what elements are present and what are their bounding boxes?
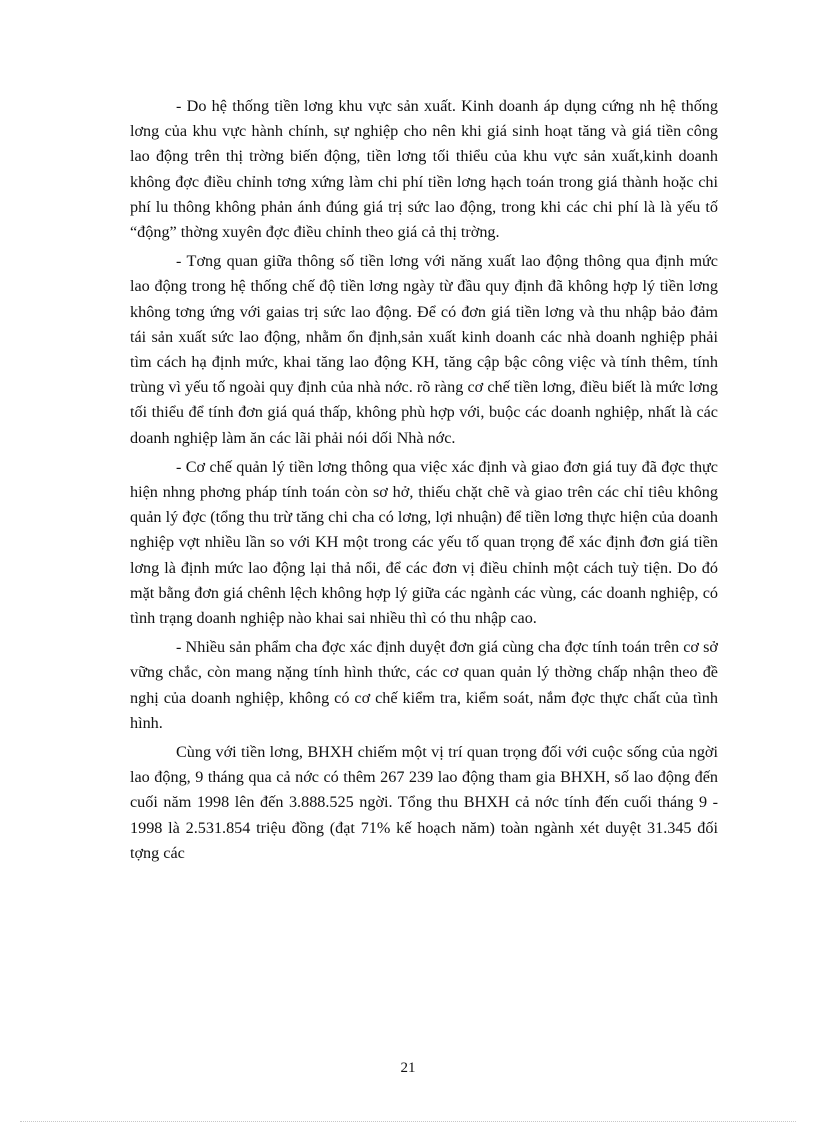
page-body: [130, 94, 718, 870]
paragraph: - Nhiều sản phẩm cha đợc xác định duyệt đơn giá cùng cha đợc tính toán trên cơ sở vững chắc, còn mang nặng tính hình thức, các cơ quan quản lý thờng chấp nhận theo đề nghị của doanh nghiệp, không có cơ chế kiểm tra, kiểm soát, nắm đợc thực chất của tình hình.: [130, 638, 718, 732]
page-number: 21: [400, 1060, 416, 1076]
paragraph: Cùng với tiền lơng, BHXH chiếm một vị trí quan trọng đối với cuộc sống của ngời lao động, 9 tháng qua cả nớc có thêm 267 239 lao động tham gia BHXH, số lao động đến cuối năm 1998 lên đến 3.888.525 ngời. Tổng thu BHXH cả nớc tính đến cuối tháng 9 - 1998 là 2.531.854 triệu đồng (đạt 71% kế hoạch năm) toàn ngành xét duyệt 31.345 đối tợng các: [130, 743, 718, 862]
page-bottom-divider: [20, 1121, 796, 1122]
paragraph: - Tơng quan giữa thông số tiền lơng với năng xuất lao động thông qua định mức lao động trong hệ thống chế độ tiền lơng ngày từ đầu quy định đã không hợp lý tiền lơng không tơng ứng với gaias trị sức lao động. Để có đơn giá tiền lơng và thu nhập bảo đảm tái sản xuất sức lao động, nhằm ổn định,sản xuất kinh doanh các nhà doanh nghiệp phải tìm cách hạ định mức, khai tăng lao động KH, tăng cập bậc công việc và tính thêm, tính trùng vì yếu tố ngoài quy định của nhà nớc. rõ ràng cơ chế tiền lơng, điều biết là mức lơng tối thiểu để tính đơn giá quá thấp, không phù hợp với, buộc các doanh nghiệp, nhất là các doanh nghiệp làm ăn các lãi phải nói dối Nhà nớc.: [130, 252, 718, 447]
paragraph: - Cơ chế quản lý tiền lơng thông qua việc xác định và giao đơn giá tuy đã đợc thực hiện nhng phơng pháp tính toán còn sơ hở, thiếu chặt chẽ và giao trên các chỉ tiêu không quản lý đợc (tổng thu trừ tăng chi cha có lơng, lợi nhuận) để tiền lơng thực hiện của doanh nghiệp vợt nhiều lần so với KH một trong các yếu tố quan trọng để xác định đơn giá tiền lơng là định mức lao động lại thả nổi, để các đơn vị điều chỉnh một cách tuỳ tiện. Do đó mặt bằng đơn giá chênh lệch không hợp lý giữa các ngành các vùng, các doanh nghiệp, có tình trạng doanh nghiệp nào khai sai nhiều thì có thu nhập cao.: [130, 457, 718, 628]
paragraph: - Do hệ thống tiền lơng khu vực sản xuất. Kinh doanh áp dụng cứng nh hệ thống lơng của khu vực hành chính, sự nghiệp cho nên khi giá sinh hoạt tăng và giá tiền công lao động trên thị trờng biến động, tiền lơng tối thiểu của khu vực sản xuất,kinh doanh không đợc điều chỉnh tơng xứng làm chi phí tiền lơng hạch toán trong giá thành hoặc chi phí lu thông không phản ánh đúng giá trị sức lao động, trong khi các chi phí là là yếu tố “động” thờng xuyên đợc điều chỉnh theo giá cả thị trờng.: [130, 97, 718, 242]
